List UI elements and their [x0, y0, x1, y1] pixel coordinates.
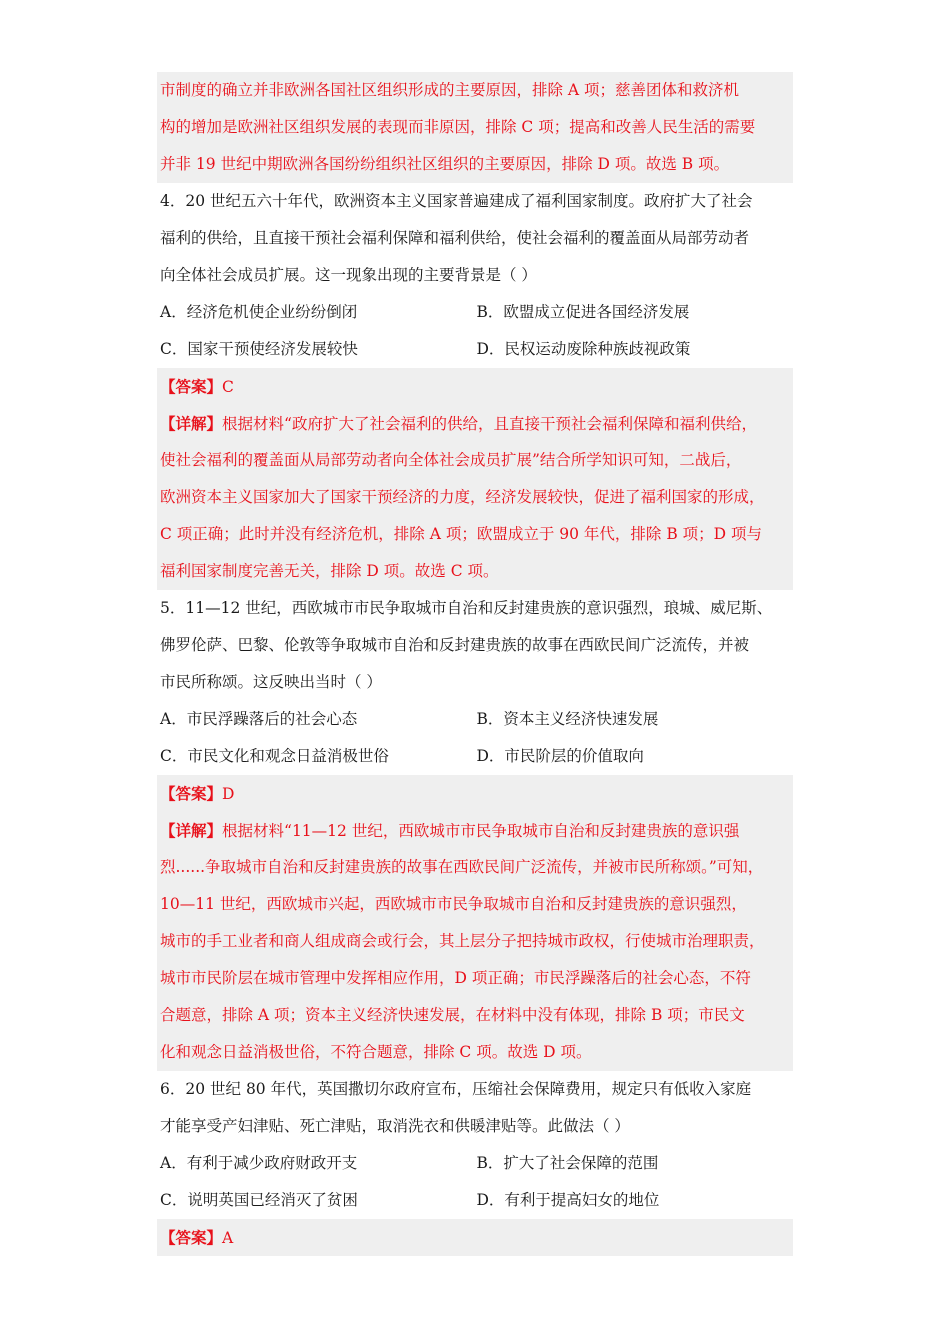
explain-label: 【详解】	[160, 414, 223, 433]
options-row	[157, 1145, 793, 1182]
question-text-line: 4．20 世纪五六十年代，欧洲资本主义国家普遍建成了福利国家制度。政府扩大了社会	[160, 192, 753, 210]
explain-line: 欧洲资本主义国家加大了国家干预经济的力度，经济发展较快，促进了福利国家的形成，	[160, 488, 765, 506]
explain-line: 合题意，排除 A 项；资本主义经济快速发展，在材料中没有体现，排除 B 项；市民文	[160, 1006, 745, 1024]
answer-label: 【答案】	[160, 784, 223, 803]
explain-line: 烈......争取城市自治和反封建贵族的故事在西欧民间广泛流传，并被市民所称颂。”可知，	[160, 858, 764, 876]
options-row	[157, 1182, 793, 1219]
explain-line: 使社会福利的覆盖面从局部劳动者向全体社会成员扩展”结合所学知识可知，二战后，	[160, 451, 742, 469]
explain-line: 并非 19 世纪中期欧洲各国纷纷组织社区组织的主要原因，排除 D 项。故选 B 项。	[160, 155, 730, 173]
answer-value: C	[222, 378, 234, 396]
question-text-line: 5．11—12 世纪，西欧城市市民争取城市自治和反封建贵族的意识强烈，琅城、威尼斯、	[160, 599, 773, 617]
explain-line: 构的增加是欧洲社区组织发展的表现而非原因，排除 C 项；提高和改善人民生活的需要	[160, 118, 756, 136]
explain-text: 根据材料“11—12 世纪，西欧城市市民争取城市自治和反封建贵族的意识强	[222, 822, 740, 840]
option-b: B．扩大了社会保障的范围	[476, 1154, 659, 1172]
option-b: B．欧盟成立促进各国经济发展	[476, 303, 690, 321]
question-6	[157, 1071, 793, 1219]
explain-line: 福利国家制度完善无关，排除 D 项。故选 C 项。	[160, 562, 499, 580]
option-c: C．国家干预使经济发展较快	[160, 340, 358, 358]
answer-label: 【答案】	[160, 377, 223, 396]
explain-text: 根据材料“政府扩大了社会福利的供给，且直接干预社会福利保障和福利供给，	[222, 415, 757, 433]
q3-explanation-continued	[157, 72, 793, 183]
explain-line	[157, 812, 793, 849]
q6-answer-block	[157, 1219, 793, 1256]
answer-value: D	[222, 785, 235, 803]
q4-answer-block	[157, 368, 793, 590]
options-row	[157, 331, 793, 368]
option-d: D．民权运动废除种族歧视政策	[476, 340, 691, 358]
explain-label: 【详解】	[160, 821, 223, 840]
explain-line	[157, 405, 793, 442]
options-row	[157, 738, 793, 775]
option-b: B．资本主义经济快速发展	[476, 710, 659, 728]
option-d: D．市民阶层的价值取向	[476, 747, 644, 765]
question-4	[157, 183, 793, 368]
q5-answer-block	[157, 775, 793, 1071]
option-a: A．市民浮躁落后的社会心态	[160, 710, 358, 728]
explain-line: 化和观念日益消极世俗，不符合题意，排除 C 项。故选 D 项。	[160, 1043, 592, 1061]
option-a: A．有利于减少政府财政开支	[160, 1154, 358, 1172]
document-page	[157, 72, 793, 1256]
answer-line	[157, 368, 793, 405]
answer-line	[157, 775, 793, 812]
question-text-line: 才能享受产妇津贴、死亡津贴，取消洗衣和供暖津贴等。此做法（ ）	[160, 1117, 630, 1135]
option-a: A．经济危机使企业纷纷倒闭	[160, 303, 358, 321]
question-text-line: 6．20 世纪 80 年代，英国撒切尔政府宣布，压缩社会保障费用，规定只有低收入家庭	[160, 1080, 752, 1098]
options-row	[157, 294, 793, 331]
answer-line	[157, 1219, 793, 1256]
options-row	[157, 701, 793, 738]
answer-value: A	[222, 1229, 234, 1247]
explain-line: 10—11 世纪，西欧城市兴起，西欧城市市民争取城市自治和反封建贵族的意识强烈，	[160, 895, 747, 913]
option-d: D．有利于提高妇女的地位	[476, 1191, 660, 1209]
question-text-line: 佛罗伦萨、巴黎、伦敦等争取城市自治和反封建贵族的故事在西欧民间广泛流传，并被	[160, 636, 750, 654]
question-5	[157, 590, 793, 775]
question-text-line: 向全体社会成员扩展。这一现象出现的主要背景是（ ）	[160, 266, 537, 284]
option-c: C．说明英国已经消灭了贫困	[160, 1191, 358, 1209]
explain-line: 城市市民阶层在城市管理中发挥相应作用，D 项正确；市民浮躁落后的社会心态，不符	[160, 969, 751, 987]
question-text-line: 福利的供给，且直接干预社会福利保障和福利供给，使社会福利的覆盖面从局部劳动者	[160, 229, 750, 247]
explain-line: 城市的手工业者和商人组成商会或行会，其上层分子把持城市政权，行使城市治理职责，	[160, 932, 765, 950]
option-c: C．市民文化和观念日益消极世俗	[160, 747, 389, 765]
answer-label: 【答案】	[160, 1228, 223, 1247]
question-text-line: 市民所称颂。这反映出当时（ ）	[160, 673, 382, 691]
explain-line: 市制度的确立并非欧洲各国社区组织形成的主要原因，排除 A 项；慈善团体和救济机	[160, 81, 740, 99]
explain-line: C 项正确；此时并没有经济危机，排除 A 项；欧盟成立于 90 年代，排除 B 项；D 项与	[160, 525, 763, 543]
